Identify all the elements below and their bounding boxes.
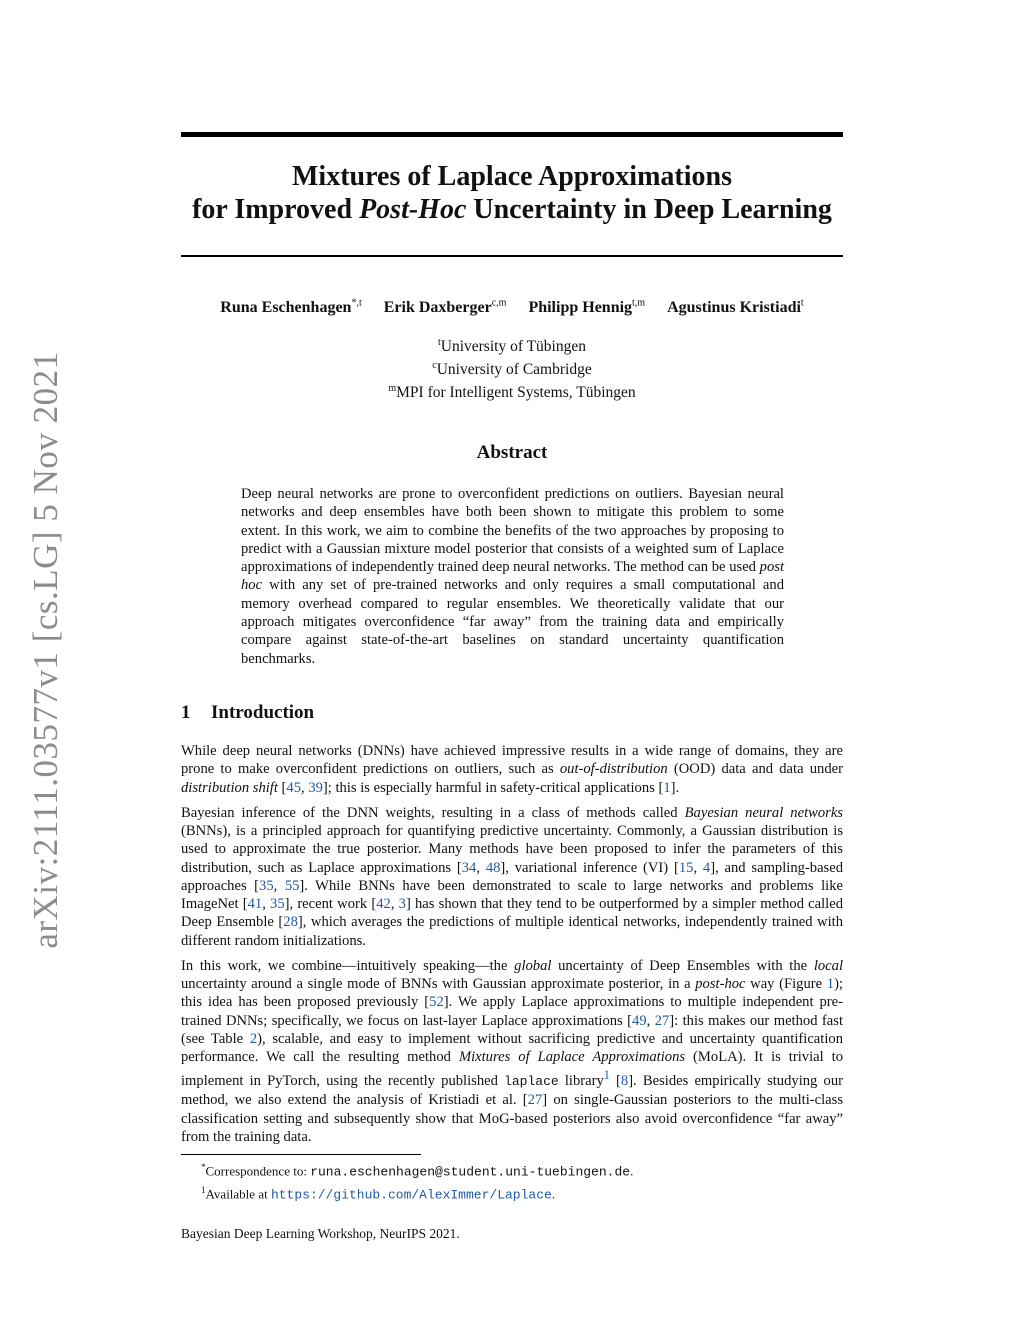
table-ref-link[interactable]: 2 [249, 1030, 258, 1047]
citation-link[interactable]: 3 [398, 896, 406, 912]
author-affil-mark: *,t [351, 298, 362, 309]
author-affil-mark: t,m [632, 298, 646, 309]
citation-link[interactable]: 41 [247, 896, 263, 912]
footnote-text: Available at [205, 1186, 271, 1202]
paper-title [181, 160, 843, 226]
section-heading [181, 702, 314, 724]
author-affil-mark: t [800, 298, 804, 309]
author [384, 299, 507, 316]
email-address[interactable]: runa.eschenhagen@student.uni-tuebingen.de [310, 1164, 631, 1180]
footnote-mark: * [201, 1162, 206, 1172]
author [220, 299, 361, 316]
github-link[interactable]: https://github.com/AlexImmer/Laplace [270, 1187, 552, 1203]
footnote-mark: 1 [201, 1185, 206, 1196]
paragraph-2: Bayesian inference of the DNN weights, resulting in a class of methods called Bayesian neural networks (BNNs), is a principled approach for quantifying predictive uncertainty. Commonly, a Gaussian distribution is used to approximate the true posterior. Many methods have been proposed to infer the parameters of this distribution, such as Laplace approximations [34, 48], variational inference (VI) [15, 4], and sampling-based approaches [35, 55]. While BNNs have been demonstrated to scale to large networks and problems like ImageNet [41, 35], recent work [42, 3] has shown that they tend to be outperformed by a simpler method called Deep Ensemble [28], which averages the predictions of multiple identical networks, independently trained with different random initializations. [181, 804, 844, 949]
footnote-ref-link[interactable]: 1 [603, 1068, 610, 1083]
section-number: 1 [181, 702, 191, 723]
footnote-library: $^1$Available at https://github.com/AlexImmer/Laplace. [201, 1185, 556, 1203]
citation-link[interactable]: 28 [283, 914, 298, 931]
author [528, 299, 645, 316]
venue-note: Bayesian Deep Learning Workshop, NeurIPS 2021. [181, 1226, 460, 1241]
library-name: laplace [504, 1074, 559, 1090]
title-line-2 [181, 193, 843, 226]
abstract-text-em: post hoc [241, 559, 784, 594]
title-rule-top [181, 132, 843, 137]
citation-link[interactable]: 49 [632, 1012, 647, 1029]
footnote-text: Correspondence to: [205, 1163, 311, 1179]
citation-link[interactable]: 34 [461, 859, 477, 876]
citation-link[interactable]: 8 [620, 1073, 629, 1090]
citation-link[interactable]: 55 [284, 877, 300, 894]
author-name: Agustinus Kristiadi [667, 299, 801, 317]
intro-body [181, 742, 843, 1153]
affiliations [181, 333, 843, 402]
title-rule-bottom [181, 255, 843, 257]
citation-link[interactable]: 35 [259, 877, 274, 894]
affiliation-mark: m [388, 383, 397, 395]
citation-link[interactable]: 52 [429, 994, 444, 1011]
citation-link[interactable]: 1 [663, 779, 671, 796]
affiliation [181, 356, 843, 379]
figure-ref-link[interactable]: 1 [826, 976, 835, 992]
affiliation-mark: t [437, 337, 441, 348]
author-list [181, 298, 843, 317]
citation-link[interactable]: 27 [654, 1012, 670, 1029]
affiliation [181, 333, 843, 356]
footnotes [181, 1158, 843, 1205]
affiliation-name: University of Cambridge [436, 361, 592, 379]
citation-link[interactable]: 27 [527, 1092, 543, 1109]
author-affil-mark: c,m [491, 298, 507, 309]
title-line-2-pre: for Improved [192, 194, 360, 225]
arxiv-id: arXiv:2111.03577v1 [cs.LG] 5 Nov 2021 [26, 351, 65, 949]
affiliation-name: MPI for Intelligent Systems, Tübingen [396, 384, 636, 402]
abstract-text [241, 485, 784, 668]
arxiv-stamp [18, 351, 74, 949]
author-name: Runa Eschenhagen [220, 299, 352, 317]
paragraph-1: While deep neural networks (DNNs) have achieved impressive results in a wide range of domains, they are prone to make overconfident predictions on outliers, such as out-of-distribution (OOD) data and data under distribution shift [45, 39]; this is especially harmful in safety-critical applications [1]. [181, 743, 843, 796]
citation-link[interactable]: 39 [308, 779, 323, 796]
author-name: Erik Daxberger [383, 299, 492, 317]
affiliation [181, 379, 843, 402]
title-line-1: Mixtures of Laplace Approximations [292, 161, 732, 192]
abstract-text-pre: Deep neural networks are prone to overconfident predictions on outliers. Bayesian neural networks and deep ensembles have both been shown to mitigate this problem to some extent. In this work, we aim to combine the benefits of the two approaches by proposing to predict with a Gaussian mixture model posterior that consists of a weighted sum of Laplace approximations of independently trained deep neural networks. The method can be used [241, 486, 784, 576]
section-title: Introduction [211, 702, 315, 723]
citation-link[interactable]: 48 [485, 859, 501, 876]
footnote-rule [181, 1154, 421, 1155]
citation-link[interactable]: 15 [678, 859, 694, 876]
citation-link[interactable]: 45 [286, 779, 302, 796]
title-line-2-post: Uncertainty in Deep Learning [466, 194, 832, 225]
paragraph-3: In this work, we combine—intuitively speaking—the global uncertainty of Deep Ensembles with the local uncertainty around a single mode of BNNs with Gaussian approximate posterior, in a post-hoc way (Figure 1); this idea has been proposed previously [52]. We apply Laplace approximations to multiple independent pre-trained DNNs; specifically, we focus on last-layer Laplace approximations [49, 27]: this makes our method fast (see Table 2), scalable, and easy to implement without sacrificing predictive and uncertainty quantification performance. We call the resulting method Mixtures of Laplace Approximations (MoLA). It is trivial to implement in PyTorch, using the recently published laplace library$^1$ [8]. Besides empirically studying our method, we also extend the analysis of Kristiadi et al. [27] on single-Gaussian posteriors to the multi-class classification setting and subsequently show that MoG-based posteriors also avoid overconfidence “far away” from the training data. [181, 957, 843, 1145]
citation-link[interactable]: 42 [376, 896, 391, 912]
affiliation-mark: c [432, 360, 437, 372]
abstract-text-post: with any set of pre-trained networks and only requires a small computational and memory overhead compared to regular ensembles. We theoretically validate that our approach mitigates overconfidence “far away” from the training data and empirically compare against state-of-the-art baselines on standard uncertainty quantification benchmarks. [241, 577, 784, 667]
abstract-heading: Abstract [476, 442, 548, 463]
author-name: Philipp Hennig [528, 299, 633, 317]
footnote-correspondence: *Correspondence to: runa.eschenhagen@student.uni-tuebingen.de. [201, 1162, 634, 1180]
citation-link[interactable]: 35 [270, 896, 285, 912]
title-line-2-em: Post-Hoc [359, 194, 467, 225]
affiliation-name: University of Tübingen [440, 338, 586, 356]
citation-link[interactable]: 4 [702, 859, 711, 876]
author [667, 299, 804, 316]
